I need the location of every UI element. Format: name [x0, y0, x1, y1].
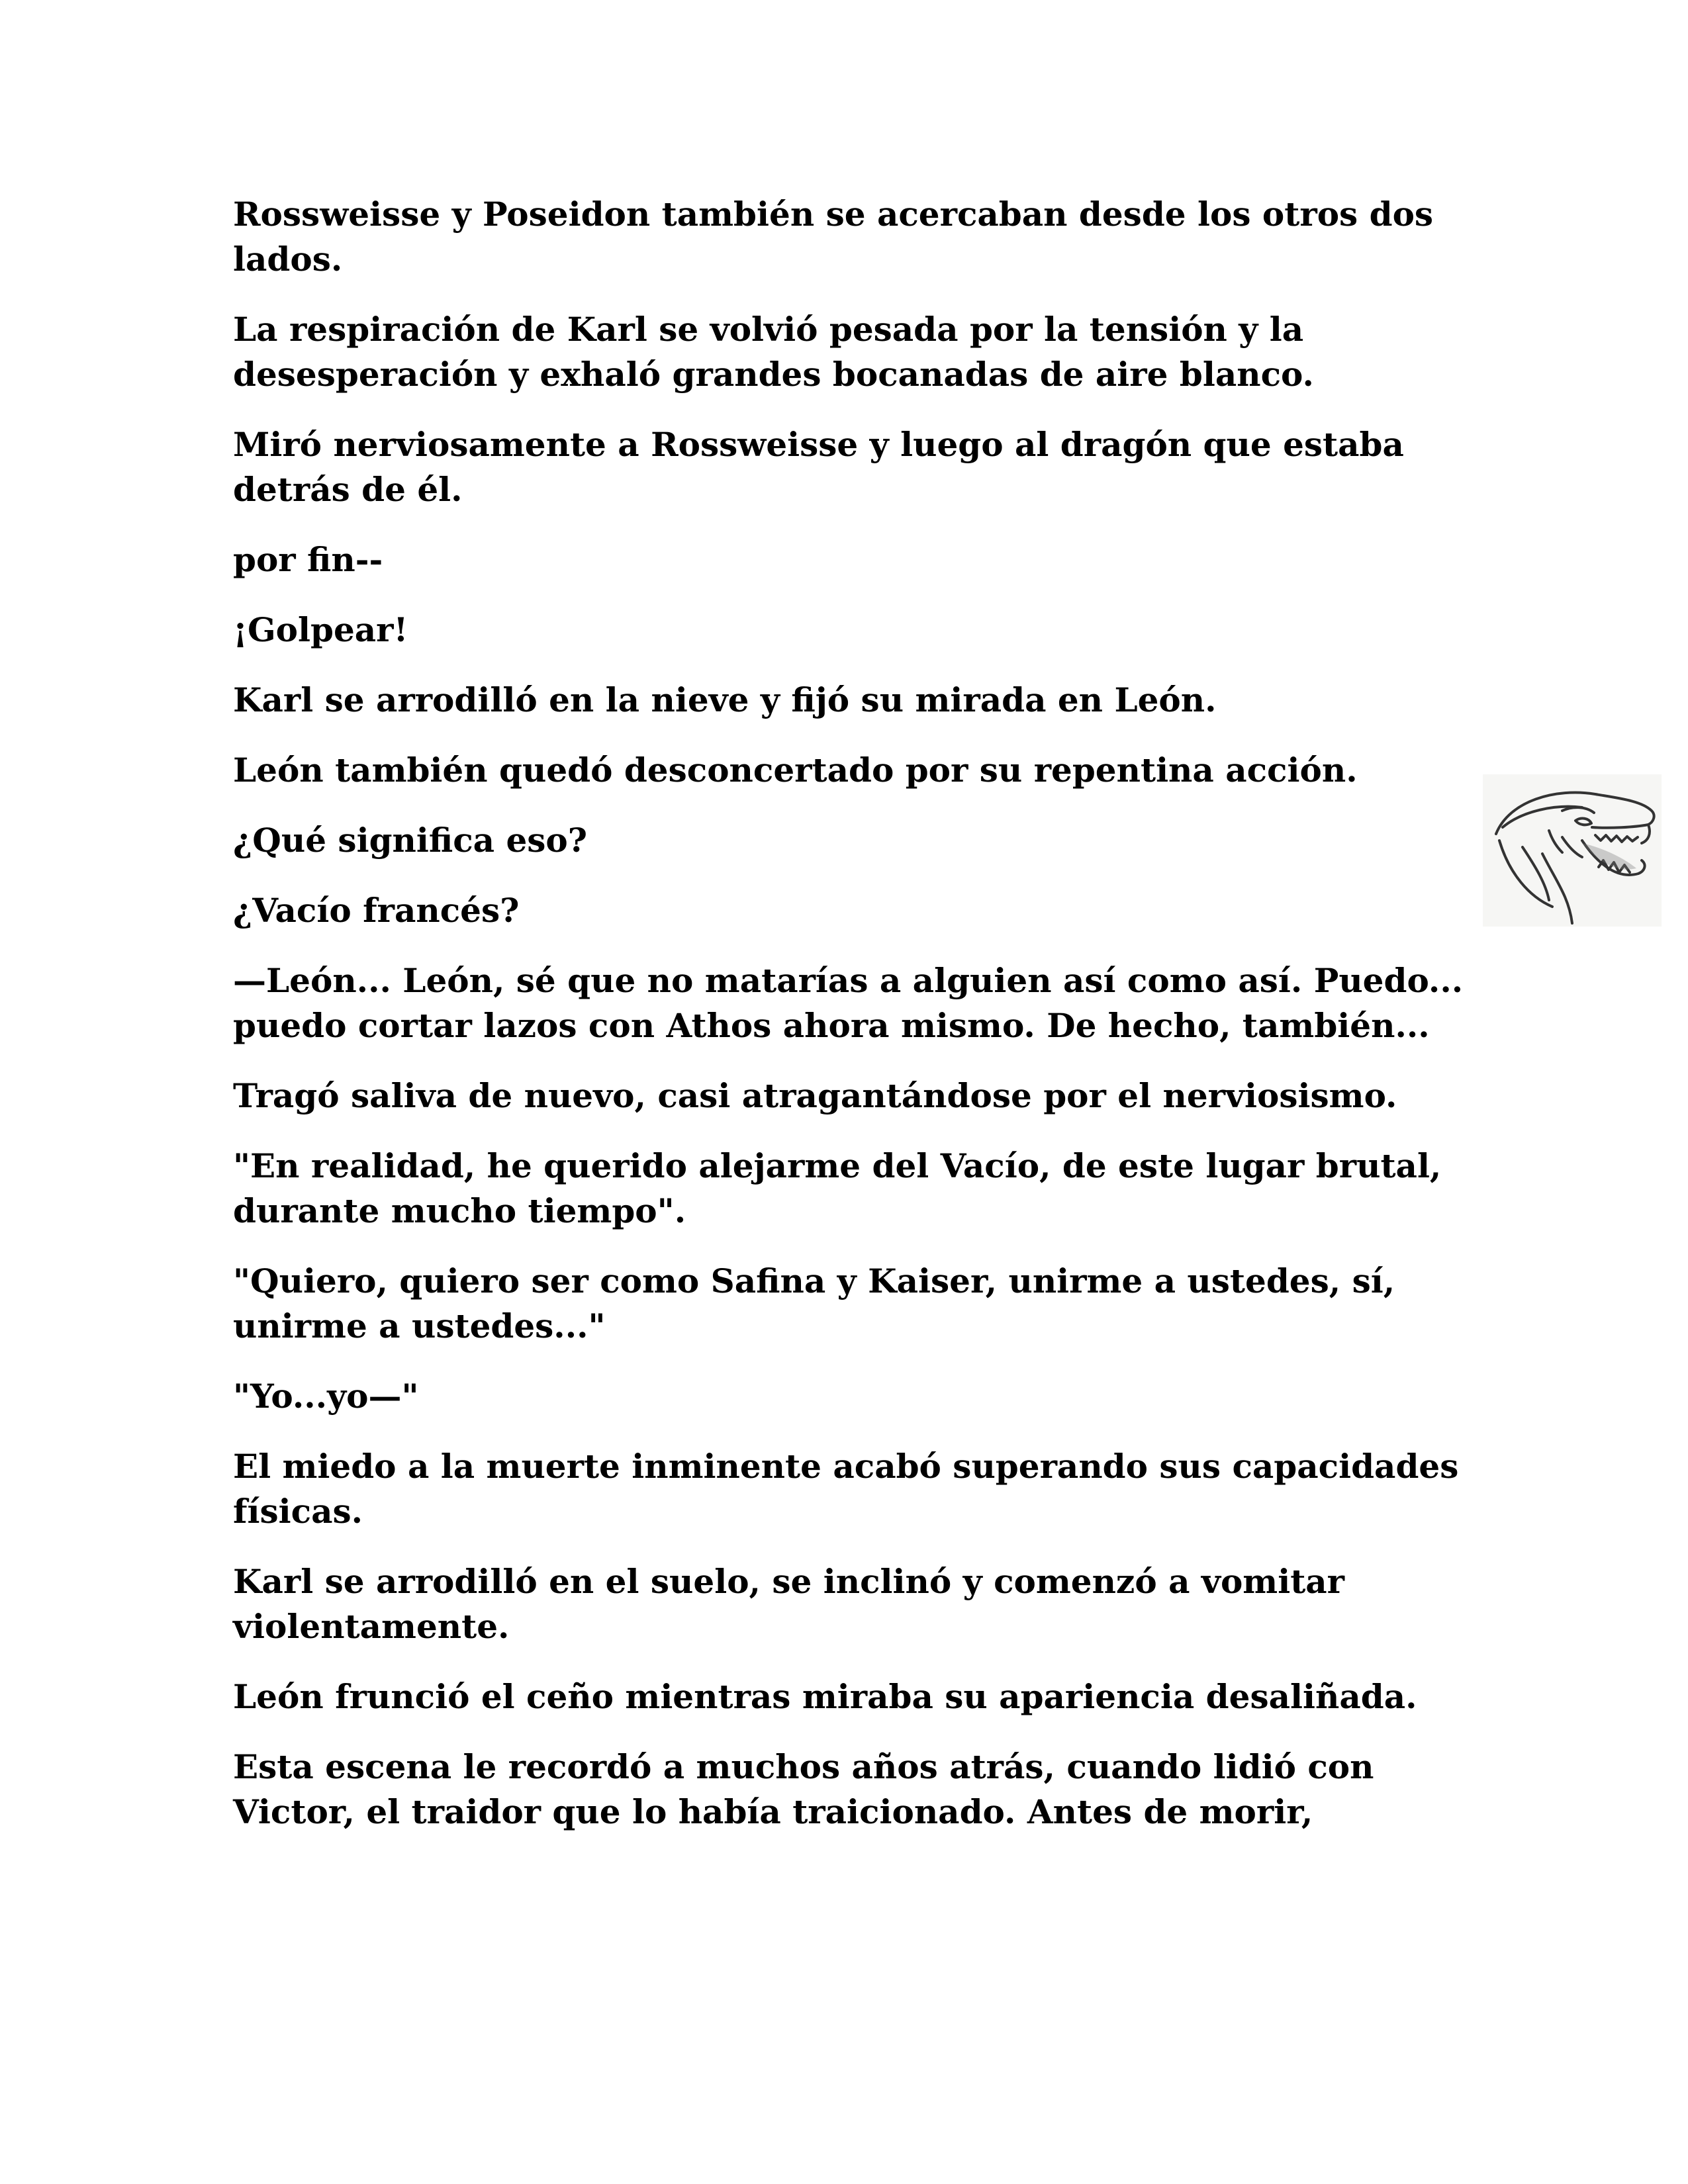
paragraph-2: La respiración de Karl se volvió pesada por la tensión y la desesperación y exhaló grandes bocanadas de aire blanco.: [233, 310, 1314, 394]
body-text: [233, 192, 1464, 1860]
dinosaur-head-sketch-icon: [1483, 774, 1662, 927]
paragraph-1: Rossweisse y Poseidon también se acercaban desde los otros dos lados.: [233, 195, 1434, 279]
paragraph-7: León también quedó desconcertado por su repentina acción.: [233, 751, 1358, 790]
paragraph-3: Miró nerviosamente a Rossweisse y luego al dragón que estaba detrás de él.: [233, 425, 1404, 509]
paragraph-6: Karl se arrodilló en la nieve y fijó su mirada en León.: [233, 680, 1217, 719]
paragraph-5: ¡Golpear!: [233, 610, 408, 649]
paragraph-9: ¿Vacío francés?: [233, 891, 520, 930]
paragraph-17: León frunció el ceño mientras miraba su apariencia desaliñada.: [233, 1677, 1417, 1716]
paragraph-14: "Yo...yo—": [233, 1377, 419, 1416]
paragraph-4: por fin--: [233, 540, 383, 579]
paragraph-13: "Quiero, quiero ser como Safina y Kaiser, unirme a ustedes, sí, unirme a ustedes...": [233, 1261, 1395, 1345]
paragraph-11: Tragó saliva de nuevo, casi atragantándose por el nerviosismo.: [233, 1076, 1397, 1115]
paragraph-8: ¿Qué significa eso?: [233, 821, 588, 860]
paragraph-18: Esta escena le recordó a muchos años atrás, cuando lidió con Victor, el traidor que lo había traicionado. Antes de morir,: [233, 1747, 1374, 1831]
paragraph-16: Karl se arrodilló en el suelo, se inclinó y comenzó a vomitar violentamente.: [233, 1562, 1345, 1646]
paragraph-10: —León... León, sé que no matarías a alguien así como así. Puedo... puedo cortar lazos con Athos ahora mismo. De hecho, también...: [233, 961, 1464, 1045]
paragraph-15: El miedo a la muerte inminente acabó superando sus capacidades físicas.: [233, 1447, 1459, 1531]
paragraph-12: "En realidad, he querido alejarme del Vacío, de este lugar brutal, durante mucho tiempo".: [233, 1146, 1442, 1230]
